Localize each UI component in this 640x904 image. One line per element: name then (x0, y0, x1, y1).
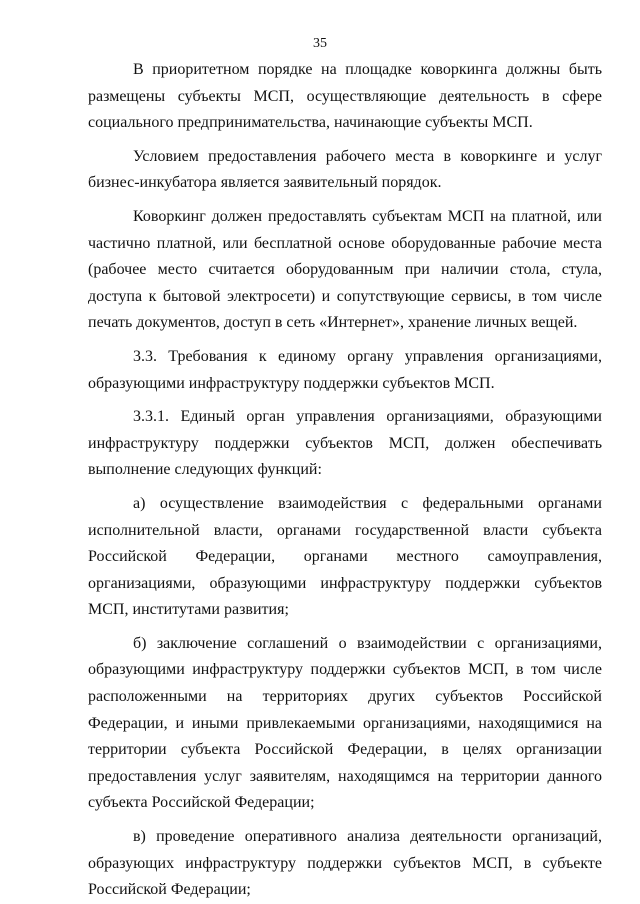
paragraph-section-3-3: 3.3. Требования к единому органу управления организациями, образующими инфраструктуру поддержки субъектов МСП. (88, 347, 602, 392)
document-body (88, 57, 602, 904)
paragraph-coworking-workplaces: Коворкинг должен предоставлять субъектам МСП на платной, или частично платной, или бесплатной основе оборудованные рабочие места (рабочее место считается оборудованным при наличии стола, стула, доступа к бытовой электросети) и сопутствующие сервисы, в том числе печать документов, доступ в сеть «Интернет», хранение личных вещей. (88, 207, 602, 332)
paragraph-item-v: в) проведение оперативного анализа деятельности организаций, образующих инфраструктуру поддержки субъектов МСП, в субъекте Российской Федерации; (88, 828, 602, 899)
paragraph-coworking-condition: Условием предоставления рабочего места в коворкинге и услуг бизнес-инкубатора является заявительный порядок. (88, 147, 602, 192)
paragraph-coworking-priority: В приоритетном порядке на площадке коворкинга должны быть размещены субъекты МСП, осуществляющие деятельность в сфере социального предпринимательства, начинающие субъекты МСП. (88, 61, 602, 132)
paragraph-section-3-3-1: 3.3.1. Единый орган управления организациями, образующими инфраструктуру поддержки субъектов МСП, должен обеспечивать выполнение следующих функций: (88, 408, 602, 479)
paragraph-item-a: а) осуществление взаимодействия с федеральными органами исполнительной власти, органами государственной власти субъекта Российской Федерации, органами местного самоуправления, организациями, образующими инфраструктуру поддержки субъектов МСП, институтами развития; (88, 494, 602, 619)
paragraph-item-b: б) заключение соглашений о взаимодействии с организациями, образующими инфраструктуру поддержки субъектов МСП, в том числе расположенными на территориях других субъектов Российской Федерации, и иными привлекаемыми организациями, находящимися на территории субъекта Российской Федерации, в целях организации предоставления услуг заявителям, находящимся на территории данного субъекта Российской Федерации; (88, 634, 602, 812)
page-number: 35 (313, 36, 327, 51)
